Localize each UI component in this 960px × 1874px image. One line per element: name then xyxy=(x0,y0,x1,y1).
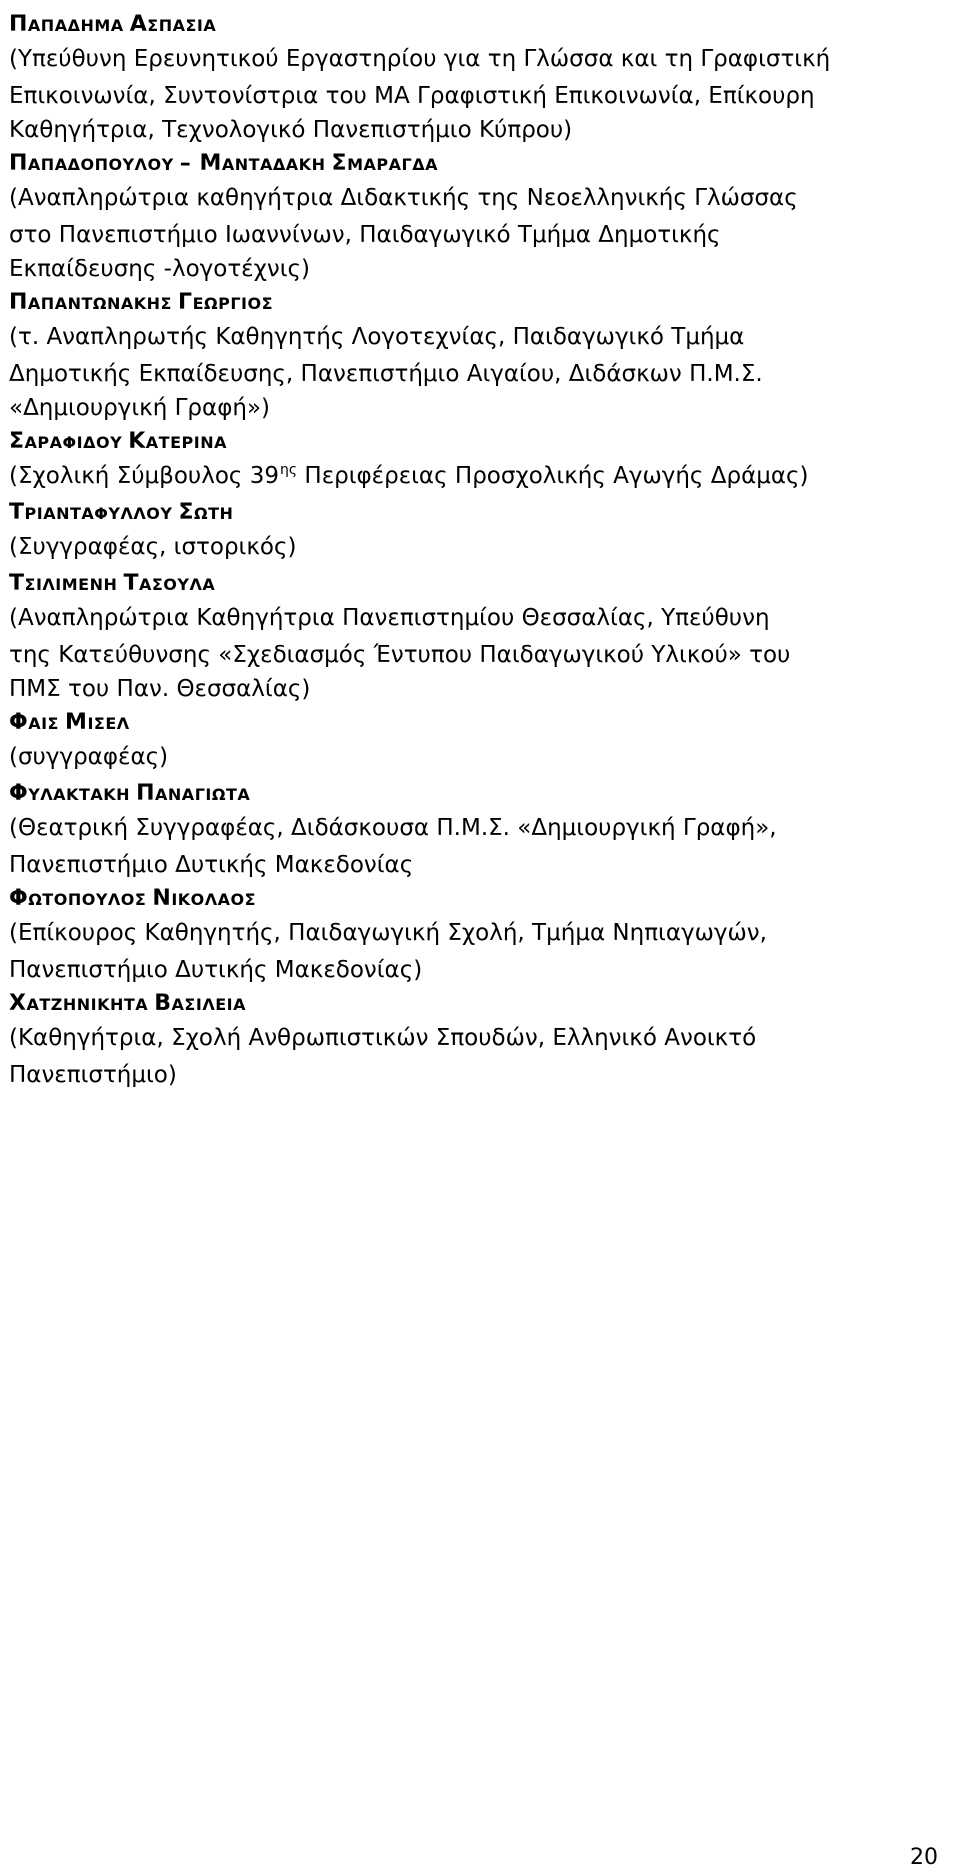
contributor-entry xyxy=(9,987,949,1092)
contributor-entry xyxy=(9,496,949,567)
contributor-name: ΠΑΠΑΔΟΠΟΥΛΟΥ – ΜΑΝΤΑΔΑΚΗ ΣΜΑΡΑΓΔΑ xyxy=(9,151,438,176)
contributor-description: (Σχολική Σύμβουλος $39^{\eta\varsigma}$ Περιφέρειας Προσχολικής Αγωγής Δράμας) xyxy=(9,462,809,489)
contributors-list xyxy=(9,8,949,1092)
ordinal-superscript: ης xyxy=(280,462,298,478)
contributor-name: ΧΑΤΖΗΝΙΚΗΤΑ ΒΑΣΙΛΕΙΑ xyxy=(9,991,246,1016)
contributor-description: (συγγραφέας) xyxy=(9,744,169,770)
contributor-entry xyxy=(9,147,949,286)
contributor-entry xyxy=(9,777,949,882)
contributor-name: ΤΡΙΑΝΤΑΦΥΛΛΟΥ ΣΩΤΗ xyxy=(9,500,234,525)
contributor-description: (τ. Αναπληρωτής Καθηγητής Λογοτεχνίας, Παιδαγωγικό Τμήμα Δημοτικής Εκπαίδευσης, Πανεπιστήμιο Αιγαίου, Διδάσκων Π.Μ.Σ. «Δημιουργική Γραφή») xyxy=(9,324,763,421)
contributor-name: ΦΑΙΣ ΜΙΣΕΛ xyxy=(9,710,130,735)
contributor-entry xyxy=(9,286,949,425)
contributor-name: ΠΑΠΑΔΗΜΑ ΑΣΠΑΣΙΑ xyxy=(9,12,217,37)
contributor-name: ΤΣΙΛΙΜΕΝΗ ΤΑΣΟΥΛΑ xyxy=(9,571,216,596)
contributor-name: ΠΑΠΑΝΤΩΝΑΚΗΣ ΓΕΩΡΓΙΟΣ xyxy=(9,290,274,315)
contributor-entry xyxy=(9,882,949,987)
contributor-description: (Καθηγήτρια, Σχολή Ανθρωπιστικών Σπουδών, Ελληνικό Ανοικτό Πανεπιστήμιο) xyxy=(9,1025,757,1088)
contributor-entry xyxy=(9,8,949,147)
contributor-entry xyxy=(9,425,949,496)
page-number: 20 xyxy=(910,1845,938,1870)
contributor-description: (Συγγραφέας, ιστορικός) xyxy=(9,534,297,560)
contributor-description: (Αναπληρώτρια Καθηγήτρια Πανεπιστημίου Θεσσαλίας, Υπεύθυνη της Κατεύθυνσης «Σχεδιασμός Έντυπου Παιδαγωγικού Υλικού» του ΠΜΣ του Παν. Θεσσαλίας) xyxy=(9,605,791,702)
contributor-description: (Θεατρική Συγγραφέας, Διδάσκουσα Π.Μ.Σ. «Δημιουργική Γραφή», Πανεπιστήμιο Δυτικής Μακεδονίας xyxy=(9,815,777,878)
contributor-entry xyxy=(9,567,949,706)
contributor-name: ΦΩΤΟΠΟΥΛΟΣ ΝΙΚΟΛΑΟΣ xyxy=(9,886,257,911)
contributor-name: ΣΑΡΑΦΙΔΟΥ ΚΑΤΕΡΙΝΑ xyxy=(9,429,227,454)
contributor-description: (Επίκουρος Καθηγητής, Παιδαγωγική Σχολή, Τμήμα Νηπιαγωγών, Πανεπιστήμιο Δυτικής Μακεδονίας) xyxy=(9,920,767,983)
contributor-name: ΦΥΛΑΚΤΑΚΗ ΠΑΝΑΓΙΩΤΑ xyxy=(9,781,251,806)
contributor-description: (Αναπληρώτρια καθηγήτρια Διδακτικής της Νεοελληνικής Γλώσσας στο Πανεπιστήμιο Ιωαννίνων, Παιδαγωγικό Τμήμα Δημοτικής Εκπαίδευσης -λογοτέχνις) xyxy=(9,185,798,282)
contributor-entry xyxy=(9,706,949,777)
contributor-description: (Υπεύθυνη Ερευνητικού Εργαστηρίου για τη Γλώσσα και τη Γραφιστική Επικοινωνία, Συντονίστρια του ΜΑ Γραφιστική Επικοινωνία, Επίκουρη Καθηγήτρια, Τεχνολογικό Πανεπιστήμιο Κύπρου) xyxy=(9,46,831,143)
